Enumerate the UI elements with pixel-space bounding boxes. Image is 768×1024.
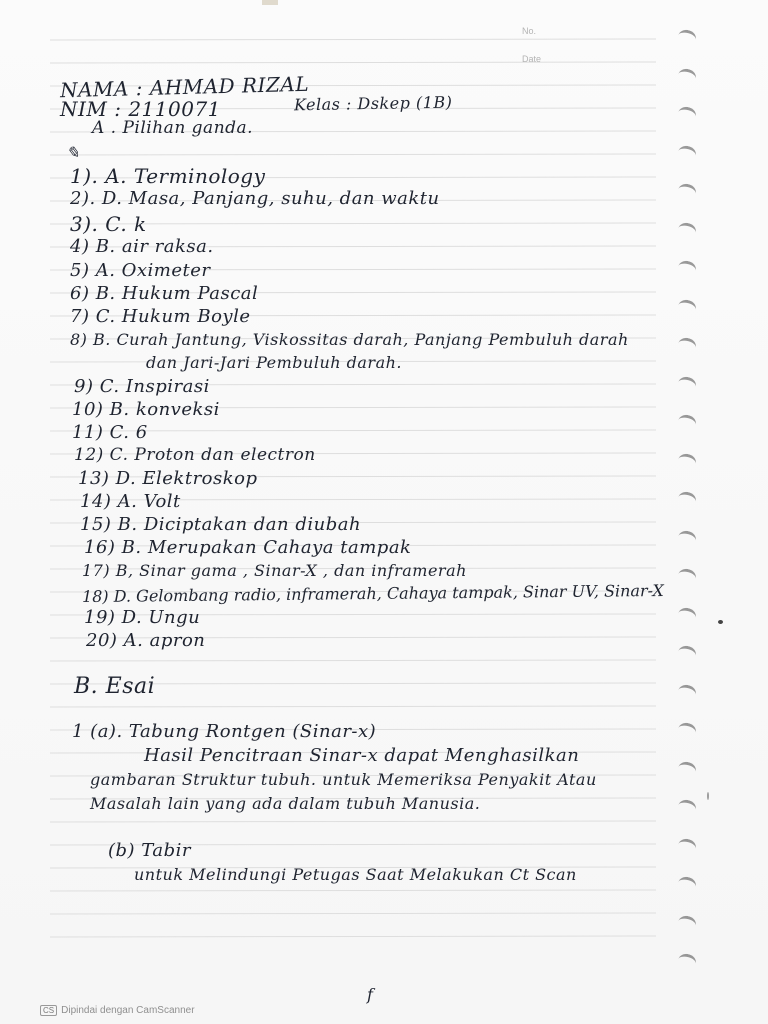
- page-mark: f: [367, 985, 374, 1004]
- paper-speck: [707, 792, 709, 800]
- ruled-line: [50, 660, 656, 661]
- answer-2: 2). D. Masa, Panjang, suhu, dan waktu: [70, 188, 440, 209]
- essay-1b-label: (b) Tabir: [108, 840, 192, 861]
- camscanner-badge: CS: [40, 1005, 57, 1016]
- answer-8: 8) B. Curah Jantung, Viskossitas darah, Panjang Pembuluh darah: [70, 330, 629, 349]
- ruled-line: [50, 890, 656, 891]
- answer-16: 16) B. Merupakan Cahaya tampak: [84, 537, 412, 558]
- ruled-line: [50, 62, 656, 63]
- answer-18: 18) D. Gelombang radio, inframerah, Cahaya tampak, Sinar UV, Sinar-X: [81, 580, 664, 607]
- student-name: NAMA : AHMAD RIZAL: [59, 71, 310, 103]
- answer-8-continued: dan Jari-Jari Pembuluh darah.: [146, 353, 403, 372]
- ruled-line: [50, 706, 656, 707]
- answer-14: 14) A. Volt: [80, 491, 181, 512]
- ruled-line: [50, 154, 656, 155]
- answer-5: 5) A. Oximeter: [70, 260, 211, 281]
- ruled-line: [50, 936, 656, 937]
- answer-15: 15) B. Diciptakan dan diubah: [80, 514, 362, 535]
- essay-1a-label: 1 (a). Tabung Rontgen (Sinar-x): [72, 721, 377, 742]
- camscanner-text: Dipindai dengan CamScanner: [61, 1005, 195, 1016]
- ruled-line: [50, 913, 656, 914]
- answer-11: 11) C. 6: [72, 422, 148, 443]
- essay-1a-line-2: gambaran Struktur tubuh. untuk Memeriksa Penyakit Atau: [90, 770, 597, 789]
- answer-13: 13) D. Elektroskop: [78, 468, 258, 489]
- essay-1a-line-1: Hasil Pencitraan Sinar-x dapat Menghasilkan: [144, 745, 580, 766]
- student-class: Kelas : Dskep (1B): [293, 92, 453, 115]
- answer-3: 3). C. k: [70, 212, 147, 236]
- section-a-title: A . Pilihan ganda.: [92, 118, 254, 138]
- essay-1b-line-1: untuk Melindungi Petugas Saat Melakukan Ct Scan: [134, 865, 577, 884]
- answer-7: 7) C. Hukum Boyle: [70, 306, 251, 327]
- essay-1a-line-3: Masalah lain yang ada dalam tubuh Manusia.: [90, 794, 481, 813]
- no-label: No.: [522, 26, 537, 36]
- ruled-line: [50, 39, 656, 40]
- margin-mark: ✎: [66, 143, 80, 162]
- answer-17: 17) B, Sinar gama , Sinar-X , dan inframerah: [82, 561, 467, 580]
- answer-4: 4) B. air raksa.: [70, 236, 214, 257]
- scanner-watermark: [40, 1005, 195, 1016]
- student-nim: NIM : 2110071: [60, 97, 221, 121]
- answer-20: 20) A. apron: [86, 630, 206, 651]
- answer-12: 12) C. Proton dan electron: [74, 445, 316, 465]
- answer-10: 10) B. konveksi: [72, 399, 220, 420]
- answer-6: 6) B. Hukum Pascal: [70, 283, 259, 304]
- date-label: Date: [522, 54, 542, 64]
- answer-9: 9) C. Inspirasi: [74, 376, 210, 397]
- paper-speck: [718, 620, 723, 624]
- section-b-title: B. Esai: [74, 674, 156, 699]
- answer-1: 1). A. Terminology: [70, 164, 266, 188]
- answer-19: 19) D. Ungu: [84, 607, 201, 628]
- ruled-line: [50, 821, 656, 822]
